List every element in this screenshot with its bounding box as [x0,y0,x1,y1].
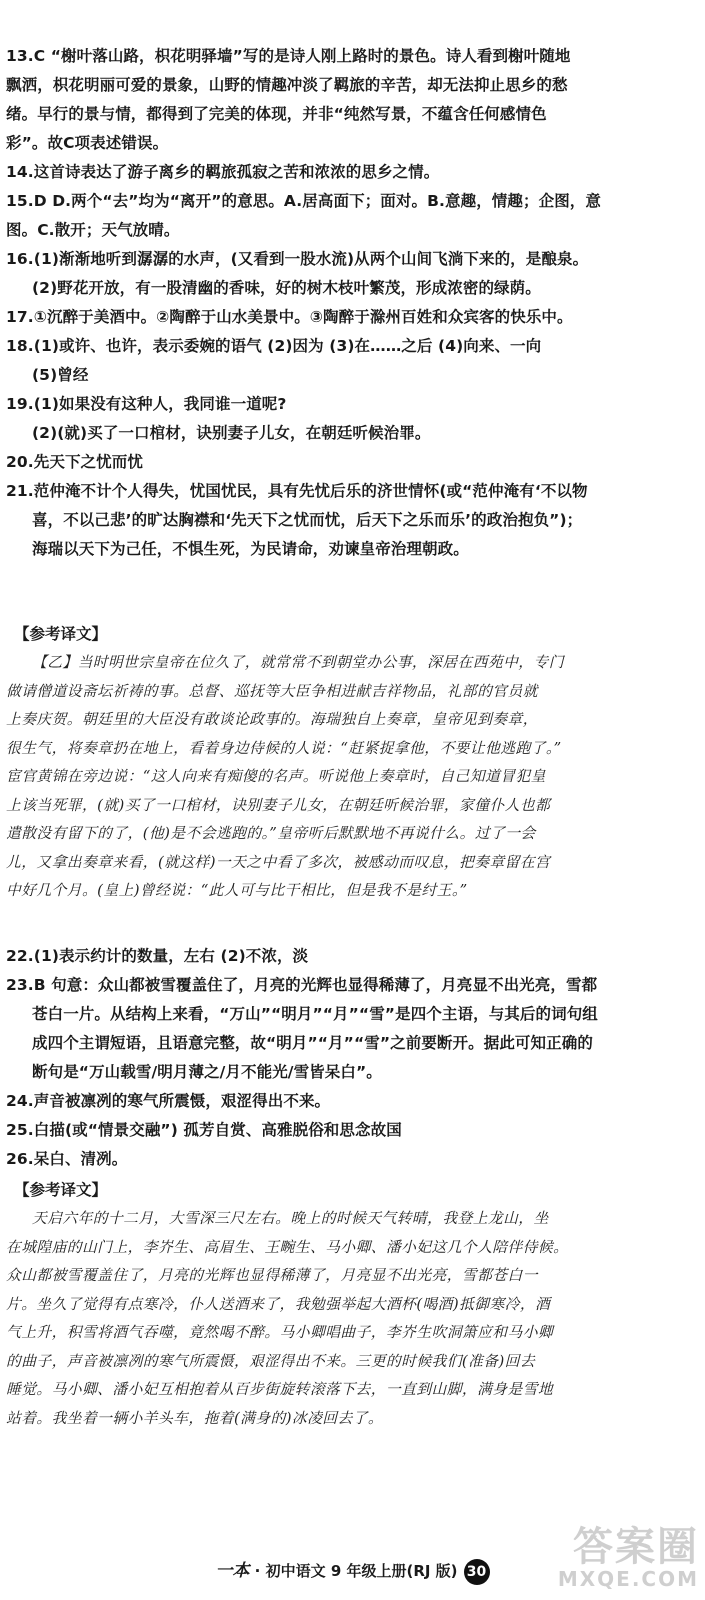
watermark-logo-text: 答案圈 [573,1524,699,1570]
translation-2-line: 气上升，积雪将酒气吞噬，竟然喝不醉。马小卿唱曲子，李岕生吹洞箫应和马小卿 [6,1324,554,1341]
translation-2-line: 睡觉。马小卿、潘小妃互相抱着从百步街旋转滚落下去，一直到山脚，满身是雪地 [6,1381,554,1398]
answer-17: 17.①沉醉于美酒中。②陶醉于山水美景中。③陶醉于滁州百姓和众宾客的快乐中。 [6,308,573,326]
answer-15-line-2: 图。C.散开；天气放晴。 [6,221,180,239]
footer-book-title: 初中语文 9 年级上册(RJ 版) [265,1562,458,1580]
translation-2-line: 在城隍庙的山门上，李岕生、高眉生、王畹生、马小卿、潘小妃这几个人陪伴侍候。 [6,1238,569,1256]
answer-20: 20.先天下之忧而忧 [6,453,143,471]
answer-15-line-1: 15.D D.两个“去”均为“离开”的意思。A.居高面下；面对。B.意趣，情趣；企图，意 [6,192,601,210]
translation-1-line: 做请僧道设斋坛祈祷的事。总督、巡抚等大臣争相进献吉祥物品，礼部的官员就 [6,682,538,700]
answer-18-line-1: 18.(1)或许、也许，表示委婉的语气 (2)因为 (3)在……之后 (4)向来、一向 [6,337,542,355]
answer-21-line-1: 21.范仲淹不计个人得失，忧国忧民，具有先忧后乐的济世情怀(或“范仲淹有‘不以物 [6,482,588,500]
translation-1-line: 遣散没有留下的了，(他)是不会逃跑的。”皇帝听后默默地不再说什么。过了一会 [6,825,536,842]
answer-16-line-2: (2)野花开放，有一股清幽的香味，好的树木枝叶繁茂，形成浓密的绿荫。 [32,279,541,297]
translation-2-line: 片。坐久了觉得有点寒冷，仆人送酒来了，我勉强举起大酒杯(喝酒)抵御寒冷，酒 [6,1295,551,1313]
answer-23-line-2: 苍白一片。从结构上来看，“万山”“明月”“月”“雪”是四个主语，与其后的词句组 [32,1005,598,1023]
translation-1-line: 中好几个月。(皇上)曾经说：“此人可与比干相比，但是我不是纣王。” [6,882,468,899]
answer-18-line-2: (5)曾经 [32,366,89,384]
answer-14: 14.这首诗表达了游子离乡的羁旅孤寂之苦和浓浓的思乡之情。 [6,163,440,181]
answer-19-line-1: 19.(1)如果没有这种人，我同谁一道呢? [6,395,287,413]
answer-24: 24.声音被凛冽的寒气所震慑，艰涩得出不来。 [6,1092,331,1110]
translation-2-line: 的曲子，声音被凛冽的寒气所震慑，艰涩得出不来。三更的时候我们(准备)回去 [6,1352,536,1370]
translation-header-1: 【参考译文】 [14,625,108,643]
answer-21-line-2: 喜，不以己悲’的旷达胸襟和‘先天下之忧而忧，后天下之乐而乐’的政治抱负”)； [32,511,583,529]
translation-1-line: 儿，又拿出奏章来看，(就这样)一天之中看了多次，被感动而叹息，把奏章留在宫 [6,853,551,871]
translation-2-line: 天启六年的十二月，大雪深三尺左右。晚上的时候天气转晴，我登上龙山，坐 [32,1210,549,1227]
footer-brand: 一本 [215,1561,250,1581]
translation-1-line: 上奏庆贺。朝廷里的大臣没有敢谈论政事的。海瑞独自上奏章，皇帝见到奏章， [6,711,538,728]
answer-19-line-2: (2)(就)买了一口棺材，诀别妻子儿女，在朝廷听候治罪。 [32,424,431,442]
translation-1-line: 宦官黄锦在旁边说：“这人向来有痴傻的名声。听说他上奏章时，自己知道冒犯皇 [6,768,546,785]
translation-1-line: 【乙】当时明世宗皇帝在位久了，就常常不到朝堂办公事，深居在西苑中，专门 [32,654,564,671]
translation-header-2: 【参考译文】 [14,1181,108,1199]
footer-separator: · [249,1562,266,1580]
answer-22: 22.(1)表示约计的数量，左右 (2)不浓，淡 [6,947,309,965]
answer-23-line-4: 断句是“万山载雪/明月薄之/月不能光/雪皆呆白”。 [32,1063,382,1081]
answer-13-line-1: 13.C “榭叶落山路，枳花明驿墙”写的是诗人刚上路时的景色。诗人看到榭叶随地 [6,47,571,65]
answer-16-line-1: 16.(1)渐渐地听到潺潺的水声，(又看到一股水流)从两个山间飞淌下来的，是酿泉。 [6,250,589,268]
translation-block-2 [6,1176,690,1433]
answers-block-2 [6,942,690,1174]
answer-26: 26.呆白、清冽。 [6,1150,128,1168]
answer-13-line-2: 飘洒，枳花明丽可爱的景象，山野的情趣冲淡了羁旅的辛苦，却无法抑止思乡的愁 [6,76,568,94]
watermark-url: MXQE.COM [557,1567,699,1591]
translation-1-line: 很生气，将奏章扔在地上，看着身边侍候的人说：“赶紧捉拿他，不要让他逃跑了。” [6,739,562,757]
answer-23-line-1: 23.B 句意：众山都被雪覆盖住了，月亮的光辉也显得稀薄了，月亮显不出光亮，雪都 [6,976,598,994]
translation-2-line: 站着。我坐着一辆小羊头车，拖着(满身的)冰凌回去了。 [6,1409,384,1427]
translation-1-line: 上该当死罪，(就)买了一口棺材，诀别妻子儿女，在朝廷听候治罪，家僮仆人也都 [6,796,551,814]
translation-block-1 [6,620,690,906]
answer-13-line-3: 绪。早行的景与情，都得到了完美的体现，并非“纯然写景，不蕴含任何感情色 [6,105,547,123]
answer-13-line-4: 彩”。故C项表述错误。 [6,134,169,152]
watermark [549,1526,699,1596]
answer-21-line-3: 海瑞以天下为己任，不惧生死，为民请命，劝谏皇帝治理朝政。 [32,540,469,558]
page-number-badge: 30 [464,1559,490,1585]
answers-block-1 [6,42,690,564]
answer-25: 25.白描(或“情景交融”) 孤芳自赏、高雅脱俗和思念故国 [6,1121,402,1139]
answer-23-line-3: 成四个主谓短语，且语意完整，故“明月”“月”“雪”之前要断开。据此可知正确的 [32,1034,593,1052]
translation-2-line: 众山都被雪覆盖住了，月亮的光辉也显得稀薄了，月亮显不出光亮，雪都苍白一 [6,1267,538,1284]
